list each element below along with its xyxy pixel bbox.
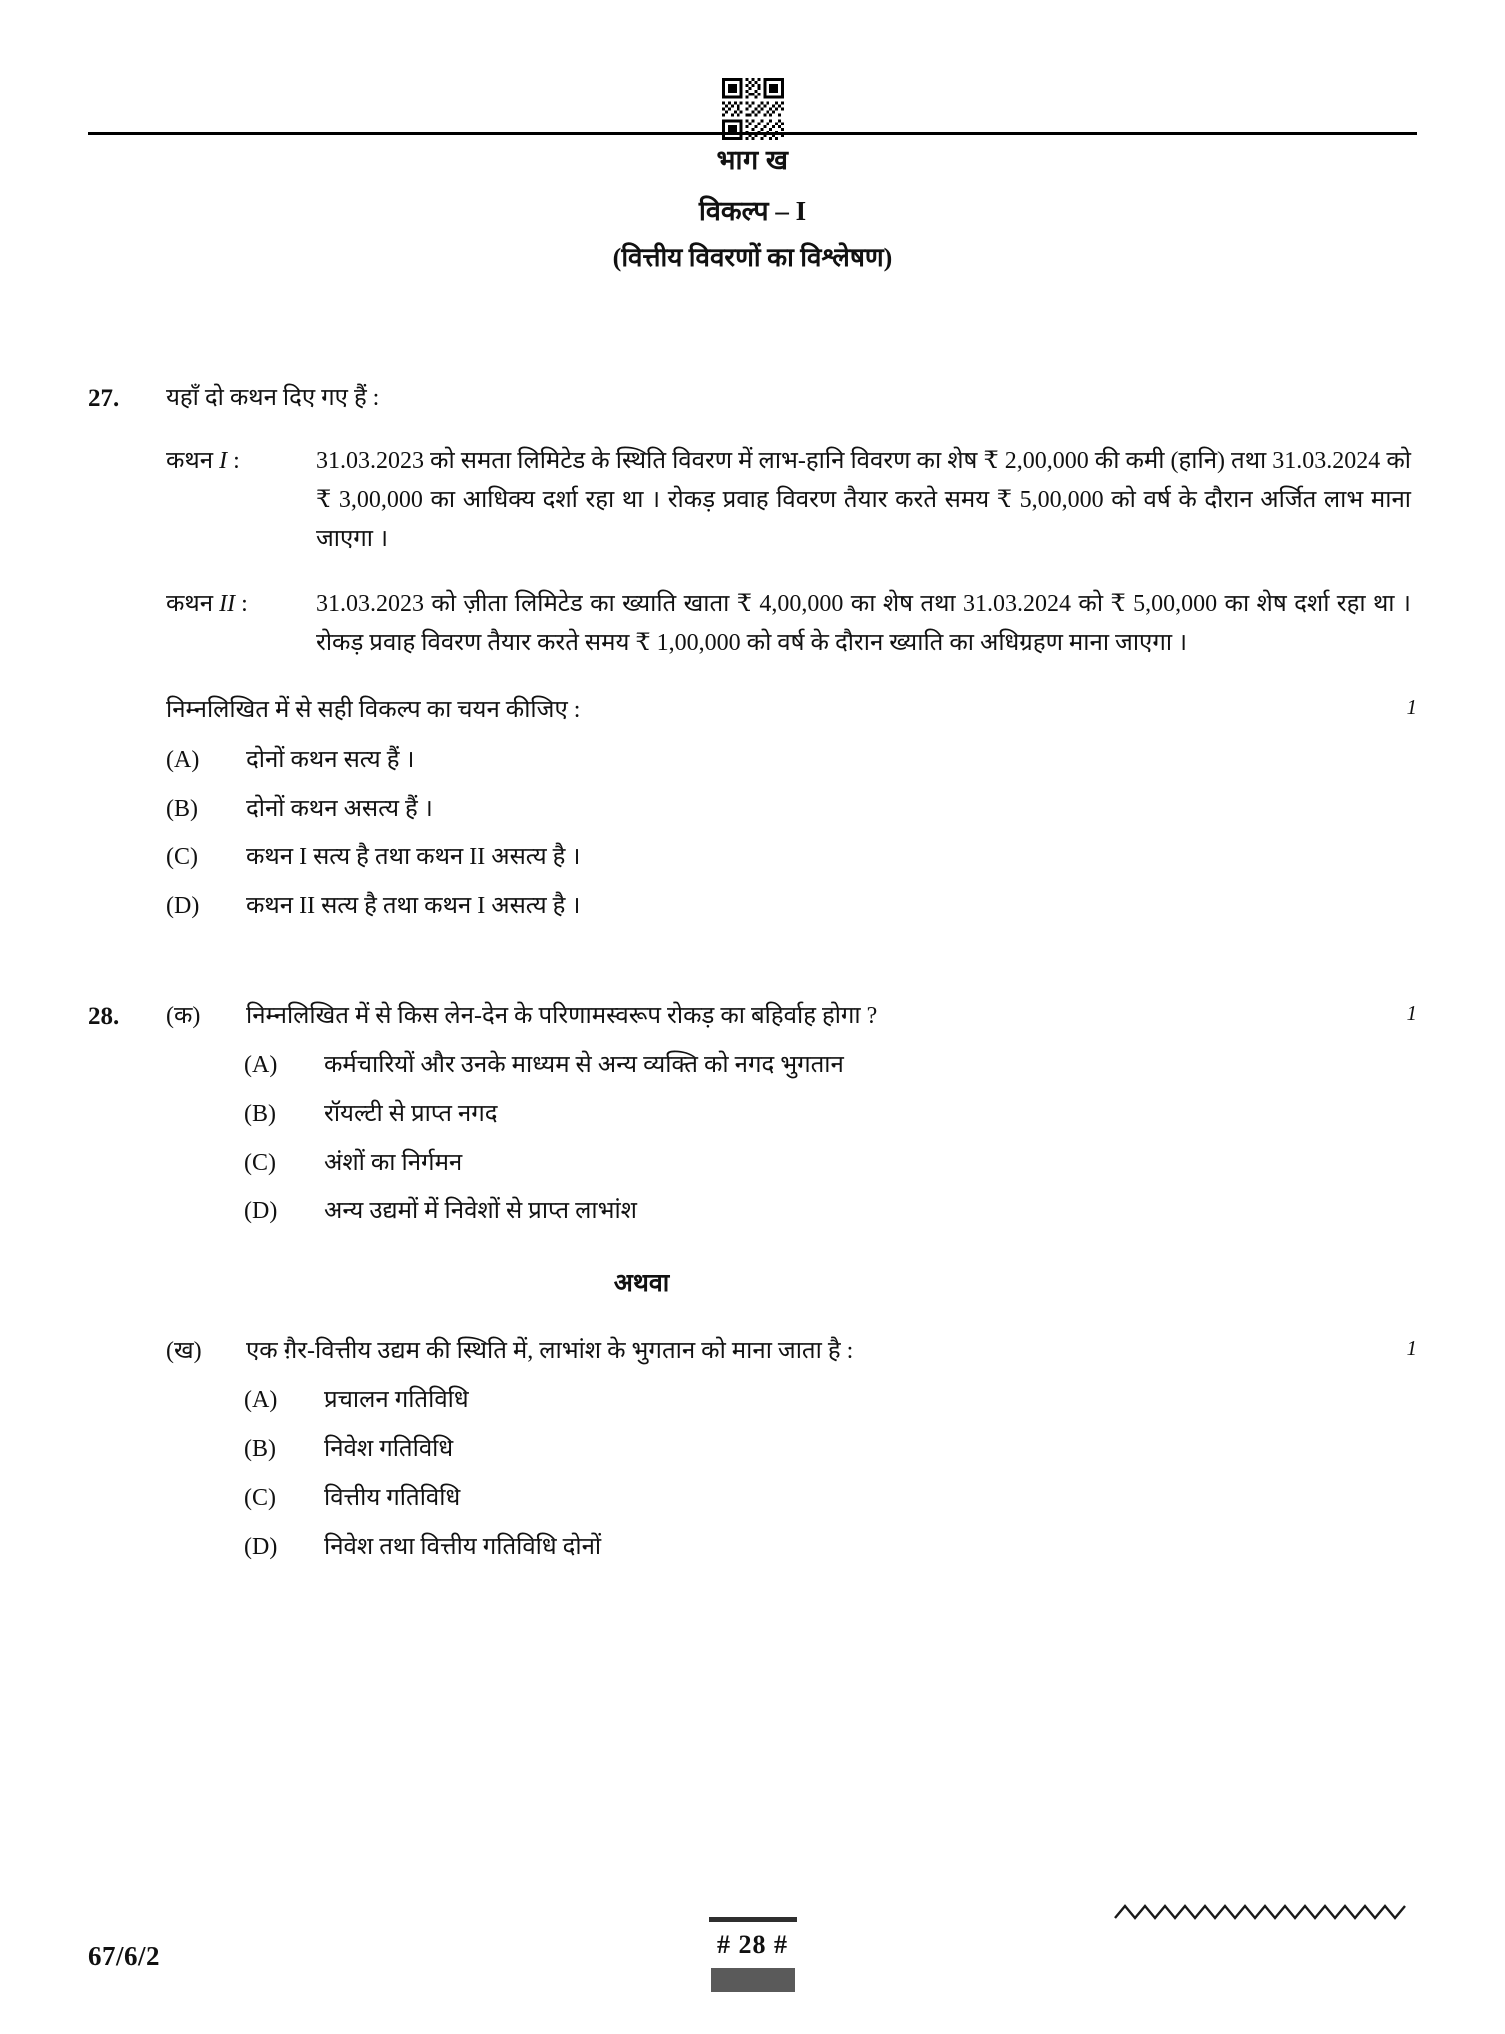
question-27-body — [166, 380, 1417, 924]
question-28-part-ka — [166, 998, 1417, 1034]
option-c[interactable] — [244, 1146, 1417, 1181]
statement-1 — [166, 442, 1417, 559]
option-d-text: अन्य उद्यमों में निवेशों से प्राप्त लाभांश — [324, 1198, 638, 1225]
option-d-key: (D) — [244, 1198, 278, 1225]
statement-1-roman: I — [219, 448, 228, 474]
page-marker: # 28 # — [717, 1930, 788, 1959]
question-27-intro: यहाँ दो कथन दिए गए हैं : — [166, 385, 380, 411]
question-27-select-text: निम्नलिखित में से सही विकल्प का चयन कीजिए : — [166, 697, 581, 724]
statement-1-prefix: कथन — [166, 448, 214, 474]
option-d[interactable] — [244, 1530, 1417, 1565]
question-28-part-ka-body — [246, 998, 1417, 1034]
option-d-key: (D) — [244, 1533, 278, 1560]
page-footer — [0, 1884, 1505, 2034]
option-heading: विकल्प – I — [698, 196, 807, 226]
question-28-part-ka-options — [166, 1048, 1417, 1229]
statement-2-colon: : — [241, 590, 248, 617]
page-headings — [0, 140, 1505, 274]
statement-2-roman: II — [219, 590, 236, 617]
question-28 — [88, 998, 1417, 1564]
question-28-part-kha-options — [166, 1383, 1417, 1564]
option-d-text: निवेश तथा वित्तीय गतिविधि दोनों — [324, 1533, 602, 1560]
paper-code: 67/6/2 — [88, 1941, 161, 1971]
option-a-text: प्रचालन गतिविधि — [324, 1387, 469, 1414]
question-28-number: 28. — [88, 1003, 120, 1031]
statement-1-colon: : — [233, 448, 240, 474]
option-a[interactable] — [244, 1383, 1417, 1418]
question-28-body — [166, 998, 1417, 1564]
statement-2 — [166, 585, 1417, 663]
statement-2-text: 31.03.2023 को ज़ीता लिमिटेड का ख्याति खाता ₹ 4,00,000 का शेष तथा 31.03.2024 को ₹ 5,00,000 का शेष दर्शा रहा था । रोकड़ प्रवाह विवरण तैयार करते समय ₹ 1,00,000 को वर्ष के दौरान ख्याति का अधिग्रहण माना जाएगा । — [316, 590, 1411, 656]
option-a[interactable] — [244, 1048, 1417, 1083]
question-28-part-kha-body — [246, 1333, 1417, 1369]
option-d[interactable] — [244, 1194, 1417, 1229]
option-b-key: (B) — [166, 795, 198, 822]
option-c-text: कथन I सत्य है तथा कथन II असत्य है । — [246, 844, 581, 871]
or-separator: अथवा — [613, 1270, 670, 1298]
question-28-part-ka-label: (क) — [166, 1003, 201, 1030]
statement-2-label — [166, 585, 316, 624]
qr-code-icon — [722, 78, 784, 140]
question-27-select-prompt — [166, 692, 1417, 728]
option-c-key: (C) — [244, 1484, 276, 1511]
option-b-text: दोनों कथन असत्य हैं । — [246, 795, 433, 822]
part-heading: भाग ख — [716, 145, 789, 175]
section-subtitle: (वित्तीय विवरणों का विश्लेषण) — [612, 243, 893, 272]
option-b-key: (B) — [244, 1436, 276, 1463]
question-28-part-kha-label: (ख) — [166, 1338, 202, 1365]
question-28-part-kha — [166, 1333, 1417, 1369]
page-marker-block — [663, 1917, 843, 1992]
option-c-text: वित्तीय गतिविधि — [324, 1484, 461, 1511]
option-d-key: (D) — [166, 893, 200, 920]
option-c-key: (C) — [166, 844, 198, 871]
option-b-text: रॉयल्टी से प्राप्त नगद — [324, 1100, 498, 1127]
option-b[interactable] — [244, 1432, 1417, 1467]
option-c[interactable] — [166, 840, 1417, 875]
question-27 — [88, 380, 1417, 924]
option-b-key: (B) — [244, 1100, 276, 1127]
option-b[interactable] — [244, 1097, 1417, 1132]
option-a-key: (A) — [244, 1387, 278, 1414]
page-content — [88, 380, 1417, 1564]
question-27-number: 27. — [88, 385, 120, 412]
option-d[interactable] — [166, 889, 1417, 924]
option-d-text: कथन II सत्य है तथा कथन I असत्य है । — [246, 893, 581, 920]
qr-code-container — [0, 78, 1505, 140]
option-b-text: निवेश गतिविधि — [324, 1436, 454, 1463]
option-a-key: (A) — [166, 746, 200, 773]
statement-1-text: 31.03.2023 को समता लिमिटेड के स्थिति विवरण में लाभ-हानि विवरण का शेष ₹ 2,00,000 की कमी (हानि) तथा 31.03.2024 को ₹ 3,00,000 का आधिक्य दर्शा रहा था । रोकड़ प्रवाह विवरण तैयार करते समय ₹ 5,00,000 को वर्ष के दौरान अर्जित लाभ माना जाएगा । — [316, 448, 1411, 552]
option-a[interactable] — [166, 743, 1417, 778]
footer-bar-top — [709, 1917, 797, 1922]
question-28-part-ka-stem: निम्नलिखित में से किस लेन-देन के परिणामस्वरूप रोकड़ का बहिर्वाह होगा ? — [246, 1003, 878, 1030]
question-28-part-kha-stem: एक ग़ैर-वित्तीय उद्यम की स्थिति में, लाभांश के भुगतान को माना जाता है : — [246, 1338, 854, 1365]
question-28-part-ka-marks: 1 — [1406, 1001, 1417, 1026]
statement-2-prefix: कथन — [166, 590, 214, 617]
question-28-part-kha-marks: 1 — [1406, 1336, 1417, 1361]
question-27-options — [166, 743, 1417, 924]
option-a-text: दोनों कथन सत्य हैं । — [246, 746, 415, 773]
footer-bar-bottom — [711, 1968, 795, 1992]
option-c[interactable] — [244, 1481, 1417, 1516]
option-c-text: अंशों का निर्गमन — [324, 1149, 463, 1176]
option-c-key: (C) — [244, 1149, 276, 1176]
option-a-key: (A) — [244, 1052, 278, 1079]
wave-mark-icon — [1113, 1900, 1413, 1926]
option-b[interactable] — [166, 792, 1417, 827]
question-27-marks: 1 — [1406, 695, 1417, 720]
option-a-text: कर्मचारियों और उनके माध्यम से अन्य व्यक्ति को नगद भुगतान — [324, 1052, 844, 1079]
statement-1-label — [166, 442, 316, 481]
header-divider — [88, 132, 1417, 135]
